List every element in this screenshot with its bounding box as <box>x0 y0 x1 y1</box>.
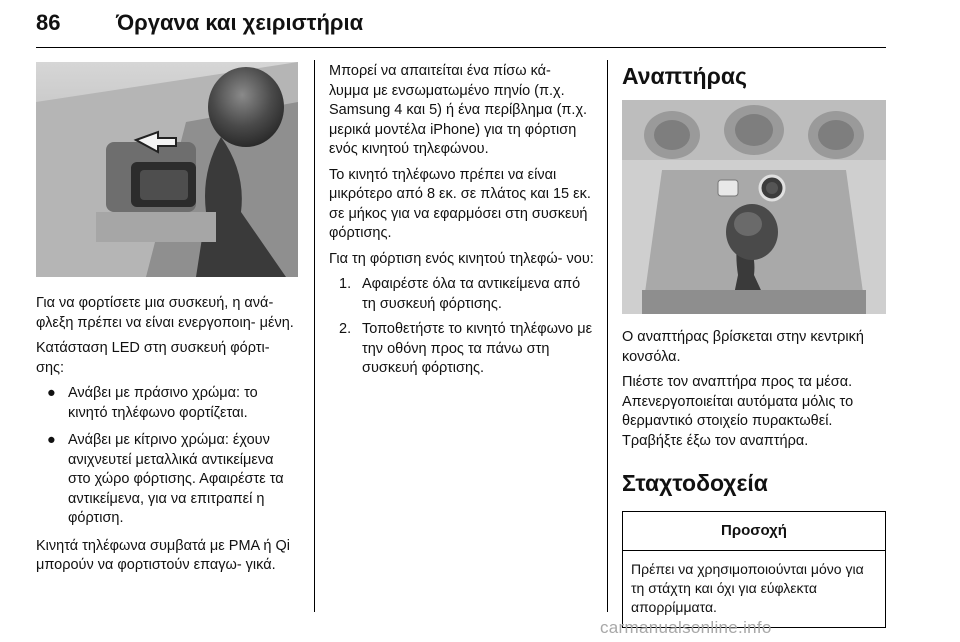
middle-column <box>329 62 594 385</box>
lighter-heading: Αναπτήρας <box>622 63 747 89</box>
list-item: ● Ανάβει με κίτρινο χρώμα: έχουν ανιχνευτεί μεταλλικά αντικείμενα στο χώρο φόρτισης. Αφαιρέστε τα αντικείμενα, για να επιτραπεί η φόρτιση. <box>47 432 284 526</box>
list-item: ● Ανάβει με πράσινο χρώμα: το κινητό τηλέφωνο φορτίζεται. <box>47 385 258 421</box>
caution-box <box>622 511 886 628</box>
watermark: carmanualsonline.info <box>600 618 772 637</box>
right-column <box>622 62 886 628</box>
left-column <box>36 62 298 582</box>
caution-title: Προσοχή <box>623 512 885 551</box>
page-number: 86 <box>36 10 61 35</box>
lighter-photo <box>622 100 886 314</box>
column-divider <box>314 60 315 612</box>
charging-steps-heading: Για τη φόρτιση ενός κινητού τηλεφώ- νου: <box>329 250 594 267</box>
caution-text: Πρέπει να χρησιμοποιούνται μόνο για τη στάχτη και όχι για εύφλεκτα απορρίμματα. <box>631 561 864 615</box>
charging-intro-text: Για να φορτίσετε μια συσκευή, η ανά- φλεξη πρέπει να είναι ενεργοποιη- μένη. <box>36 295 294 331</box>
pma-qi-text: Κινητά τηλέφωνα συμβατά με PMA ή Qi μπορούν να φορτιστούν επαγω- γικά. <box>36 537 291 573</box>
page-header <box>36 4 886 48</box>
lighter-location-text: Ο αναπτήρας βρίσκεται στην κεντρική κονσόλα. <box>622 329 864 365</box>
wireless-charger-photo <box>36 62 298 277</box>
chapter-title: Όργανα και χειριστήρια <box>116 10 364 35</box>
list-item: 2. Τοποθετήστε το κινητό τηλέφωνο με την οθόνη προς τα πάνω στη συσκευή φόρτισης. <box>339 321 593 376</box>
bullet-icon: ● <box>47 432 56 448</box>
column-divider <box>607 60 608 612</box>
phone-size-text: Το κινητό τηλέφωνο πρέπει να είναι μικρότερο από 8 εκ. σε πλάτος και 15 εκ. σε μήκος για να εφαρμόσει στη συσκευή φόρτισης. <box>329 166 591 241</box>
header-rule <box>36 47 886 48</box>
led-status-list <box>36 384 298 529</box>
charging-steps-list <box>329 275 594 379</box>
list-item: 1. Αφαιρέστε όλα τα αντικείμενα από τη συσκευή φόρτισης. <box>339 276 581 312</box>
lighter-usage-text: Πιέστε τον αναπτήρα προς τα μέσα. Απενεργοποιείται αυτόματα μόλις το θερμαντικό στοιχείο πυρακτωθεί. Τραβήξτε έξω τον αναπτήρα. <box>622 374 854 449</box>
led-status-heading: Κατάσταση LED στη συσκευή φόρτι- σης: <box>36 340 270 376</box>
ashtray-heading: Σταχτοδοχεία <box>622 470 768 496</box>
back-cover-text: Μπορεί να απαιτείται ένα πίσω κά- λυμμα με ενσωματωμένο πηνίο (π.χ. Samsung 4 και 5) ή ένα περίβλημα (π.χ. μερικά μοντέλα iPhone) για τη φόρτιση ενός κινητού τηλεφώνου. <box>329 63 588 157</box>
bullet-icon: ● <box>47 385 56 401</box>
